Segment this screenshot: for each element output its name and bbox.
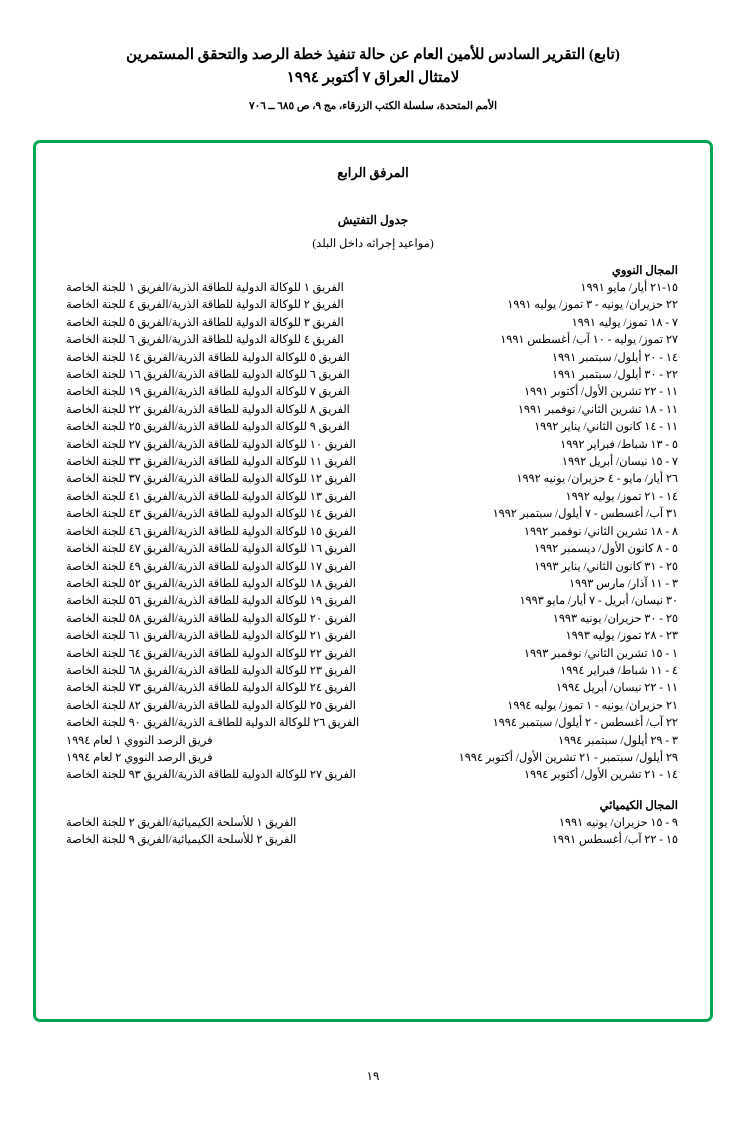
table-row — [62, 471, 684, 488]
report-title-line-1: (تابع) التقرير السادس للأمين العام عن حالة تنفيذ خطة الرصد والتحقق المستمرين — [126, 47, 620, 63]
row-dates: ١٤ - ٢٠ أيلول/ سبتمبر ١٩٩١ — [551, 351, 678, 364]
row-dates: ٧ - ١٥ نيسان/ أبريل ١٩٩٢ — [561, 456, 678, 469]
row-dates: ١٥-٢١ أيار/ مايو ١٩٩١ — [580, 282, 678, 294]
row-dates: ١١ - ٢٢ تشرين الأول/ أكتوبر ١٩٩١ — [523, 386, 678, 399]
row-team: الفريق ٢٥ للوكالة الدولية للطاقة الذرية/الفريق ٨٢ للجنة الخاصة — [66, 699, 356, 712]
row-team: الفريق ٩ للوكالة الدولية للطاقة الذرية/الفريق ٢٥ للجنة الخاصة — [66, 421, 350, 434]
table-row — [62, 402, 684, 419]
row-dates: ٣ - ١١ آذار/ مارس ١٩٩٣ — [568, 577, 678, 590]
table-row — [62, 524, 684, 541]
row-dates: ١١ - ١٤ كانون الثاني/ يناير ١٩٩٢ — [534, 421, 678, 434]
section-heading-chemical: المجال الكيميائي — [599, 799, 678, 812]
table-row — [62, 593, 684, 610]
row-team: فريق الرصد النووي ٢ لعام ١٩٩٤ — [66, 751, 213, 764]
table-title: جدول التفتيش — [337, 213, 409, 227]
row-team: الفريق ١٠ للوكالة الدولية للطاقة الذرية/الفريق ٢٧ للجنة الخاصة — [66, 438, 356, 451]
row-dates: ٢٥ - ٣١ كانون الثاني/ يناير ١٩٩٣ — [534, 560, 678, 573]
row-dates: ١١ - ٢٢ نيسان/ أبريل ١٩٩٤ — [555, 682, 678, 695]
row-team: الفريق ٣ للوكالة الدولية للطاقة الذرية/الفريق ٥ للجنة الخاصة — [66, 316, 344, 329]
page-number: ١٩ — [366, 1069, 380, 1083]
row-dates: ٣٠ نيسان/ أبريل - ٧ أيار/ مايو ١٩٩٣ — [519, 595, 678, 608]
row-team: الفريق ٢ للوكالة الدولية للطاقة الذرية/الفريق ٤ للجنة الخاصة — [66, 299, 344, 312]
row-dates: ٥ - ١٣ شباط/ فبراير ١٩٩٢ — [560, 438, 678, 451]
table-row — [62, 280, 684, 297]
row-dates: ٨ - ١٨ تشرين الثاني/ نوفمبر ١٩٩٢ — [523, 525, 678, 538]
row-team: الفريق ١٧ للوكالة الدولية للطاقة الذرية/الفريق ٤٩ للجنة الخاصة — [66, 560, 356, 573]
row-dates: ٢٥ - ٣٠ حزيران/ يونيه ١٩٩٣ — [552, 612, 678, 625]
row-team: الفريق ١ للوكالة الدولية للطاقة الذرية/الفريق ١ للجنة الخاصة — [66, 282, 344, 294]
row-team: الفريق ١٥ للوكالة الدولية للطاقة الذرية/الفريق ٤٦ للجنة الخاصة — [66, 525, 356, 538]
row-team: الفريق ٢٧ للوكالة الدولية للطاقة الذرية/الفريق ٩٣ للجنة الخاصة — [66, 769, 356, 782]
row-team: الفريق ٢٦ للوكالة الدولية للطاقـة الذرية/الفريق ٩٠ للجنة الخاصة — [66, 717, 360, 730]
table-row — [62, 506, 684, 523]
content-inner — [36, 143, 710, 1019]
row-team: الفريق ١٨ للوكالة الدولية للطاقة الذرية/الفريق ٥٢ للجنة الخاصة — [66, 577, 356, 590]
row-team: الفريق ١٤ للوكالة الدولية للطاقة الذرية/الفريق ٤٣ للجنة الخاصة — [66, 508, 356, 521]
table-row — [62, 559, 684, 576]
table-row — [62, 715, 684, 732]
row-dates: ٢٢ حزيران/ يونيه - ٣ تموز/ يوليه ١٩٩١ — [507, 299, 678, 312]
table-row — [62, 646, 684, 663]
row-dates: ٧ - ١٨ تموز/ يوليه ١٩٩١ — [571, 316, 678, 329]
table-row — [62, 454, 684, 471]
row-team: الفريق ١٣ للوكالة الدولية للطاقة الذرية/الفريق ٤١ للجنة الخاصة — [66, 490, 356, 503]
row-dates: ٣١ آب/ أغسطس - ٧ أيلول/ سبتمبر ١٩٩٢ — [492, 508, 678, 521]
table-subtitle: (مواعيد إجراثه داخل البلد) — [312, 238, 434, 250]
table-row — [62, 332, 684, 349]
row-team: الفريق ٥ للوكالة الدولية للطاقة الذرية/الفريق ١٤ للجنة الخاصة — [66, 351, 350, 364]
row-dates: ١٤ - ٢١ تموز/ يوليه ١٩٩٢ — [565, 490, 678, 503]
section-heading-nuclear: المجال النووي — [611, 265, 678, 277]
page-header — [0, 0, 746, 114]
row-team: الفريق ٢ للأسلحة الكيميائية/الفريق ٩ للجنة الخاصة — [66, 834, 297, 847]
table-row — [62, 750, 684, 767]
table-row — [62, 698, 684, 715]
row-team: الفريق ٢٠ للوكالة الدولية للطاقة الذرية/الفريق ٥٨ للجنة الخاصة — [66, 612, 356, 625]
annex-title: المرفق الرابع — [337, 165, 409, 180]
row-team: الفريق ١٦ للوكالة الدولية للطاقة الذرية/الفريق ٤٧ للجنة الخاصة — [66, 543, 356, 556]
row-dates: ٥ - ٨ كانون الأول/ ديسمبر ١٩٩٢ — [533, 543, 678, 556]
row-team: الفريق ٤ للوكالة الدولية للطاقة الذرية/الفريق ٦ للجنة الخاصة — [66, 334, 344, 347]
row-dates: ٢٩ أيلول/ سبتمبر - ٢١ تشرين الأول/ أكتوبر ١٩٩٤ — [458, 751, 678, 764]
row-team: الفريق ٢١ للوكالة الدولية للطاقة الذرية/الفريق ٦١ للجنة الخاصة — [66, 630, 356, 643]
row-team: الفريق ١١ للوكالة الدولية للطاقة الذرية/الفريق ٣٣ للجنة الخاصة — [66, 456, 356, 469]
table-row — [62, 611, 684, 628]
table-row — [62, 767, 684, 784]
row-dates: ١٥ - ٢٢ آب/ أغسطس ١٩٩١ — [551, 834, 678, 847]
row-team: الفريق ٢٢ للوكالة الدولية للطاقة الذرية/الفريق ٦٤ للجنة الخاصة — [66, 647, 356, 660]
table-row — [62, 733, 684, 750]
table-row — [62, 628, 684, 645]
table-row — [62, 297, 684, 314]
table-row — [62, 367, 684, 384]
row-dates: ١١ - ١٨ تشرين الثاني/ نوفمبر ١٩٩١ — [517, 403, 678, 416]
row-dates: ٤ - ١١ شباط/ فبراير ١٩٩٤ — [560, 664, 678, 677]
row-team: الفريق ٨ للوكالة الدولية للطاقة الذرية/الفريق ٢٢ للجنة الخاصة — [66, 403, 350, 416]
inspection-rows-nuclear — [62, 280, 684, 785]
table-row — [62, 541, 684, 558]
table-row — [62, 576, 684, 593]
row-dates: ٢٢ - ٣٠ أيلول/ سبتمبر ١٩٩١ — [551, 369, 678, 382]
table-row — [62, 832, 684, 849]
table-row — [62, 663, 684, 680]
table-row — [62, 419, 684, 436]
row-dates: ١ - ١٥ تشرين الثاني/ نوفمبر ١٩٩٣ — [523, 647, 678, 660]
table-row — [62, 489, 684, 506]
row-dates: ١٤ - ٢١ تشرين الأول/ أكتوبر ١٩٩٤ — [523, 769, 678, 782]
table-row — [62, 384, 684, 401]
row-dates: ٢٦ أيار/ مايو - ٤ حزيران/ يونيه ١٩٩٢ — [516, 473, 678, 486]
row-team: الفريق ٧ للوكالة الدولية للطاقة الذرية/الفريق ١٩ للجنة الخاصة — [66, 386, 350, 399]
content-frame — [33, 140, 713, 1022]
row-dates: ٢٧ تموز/ يوليه - ١٠ آب/ أغسطس ١٩٩١ — [500, 334, 678, 347]
row-team: الفريق ٢٣ للوكالة الدولية للطاقة الذرية/الفريق ٦٨ للجنة الخاصة — [66, 664, 356, 677]
row-team: الفريق ٢٤ للوكالة الدولية للطاقة الذرية/الفريق ٧٣ للجنة الخاصة — [66, 682, 356, 695]
table-row — [62, 815, 684, 832]
report-title-line-2: لامتثال العراق ٧ أكتوبر ١٩٩٤ — [286, 70, 460, 86]
row-dates: ٢٣ - ٢٨ تموز/ يوليه ١٩٩٣ — [565, 630, 678, 643]
table-row — [62, 350, 684, 367]
report-source-citation: الأمم المتحدة، سلسلة الكتب الزرقاء، مج ٩، ص ٦٨٥ ــ ٧٠٦ — [248, 101, 498, 112]
row-dates: ٢٢ آب/ أغسطس - ٢ أيلول/ سبتمبر ١٩٩٤ — [492, 717, 678, 730]
row-team: الفريق ١٢ للوكالة الدولية للطاقة الذرية/الفريق ٣٧ للجنة الخاصة — [66, 473, 356, 486]
inspection-rows-chemical — [62, 815, 684, 850]
row-team: الفريق ١ للأسلحة الكيميائية/الفريق ٢ للجنة الخاصة — [66, 816, 297, 829]
table-row — [62, 680, 684, 697]
row-dates: ٢١ حزيران/ يونيه - ١ تموز/ يوليه ١٩٩٤ — [507, 699, 678, 712]
row-team: الفريق ٦ للوكالة الدولية للطاقة الذرية/الفريق ١٦ للجنة الخاصة — [66, 369, 350, 382]
table-row — [62, 315, 684, 332]
row-team: الفريق ١٩ للوكالة الدولية للطاقة الذرية/الفريق ٥٦ للجنة الخاصة — [66, 595, 356, 608]
row-team: فريق الرصد النووي ١ لعام ١٩٩٤ — [66, 734, 213, 747]
table-row — [62, 437, 684, 454]
row-dates: ٩ - ١٥ حزيران/ يونيه ١٩٩١ — [558, 816, 678, 829]
row-dates: ٣ - ٢٩ أيلول/ سبتمبر ١٩٩٤ — [557, 734, 678, 747]
